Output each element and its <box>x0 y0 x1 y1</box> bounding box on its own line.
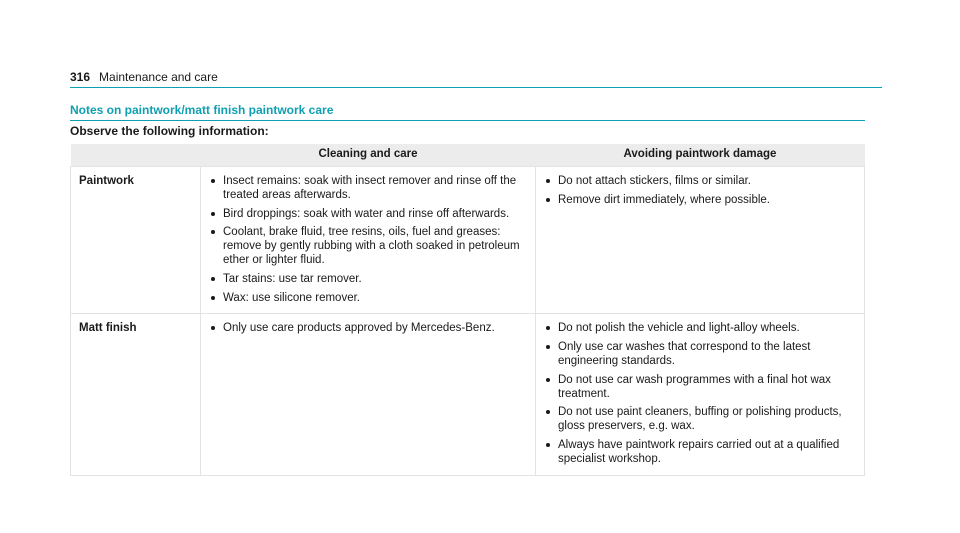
avoiding-cell <box>536 167 865 314</box>
care-table <box>70 144 865 476</box>
intro-text: Observe the following information: <box>70 124 269 138</box>
list-item: Bird droppings: soak with water and rinse off afterwards. <box>209 208 527 222</box>
cleaning-list <box>209 322 527 336</box>
list-item: Coolant, brake fluid, tree resins, oils, fuel and greases: remove by gently rubbing with a cloth soaked in petroleum ether or lighter fluid. <box>209 226 527 267</box>
list-item: Remove dirt immediately, where possible. <box>544 194 856 208</box>
table-row-matt-finish <box>71 314 865 475</box>
list-item: Do not attach stickers, films or similar. <box>544 175 856 189</box>
list-item: Wax: use silicone remover. <box>209 292 527 306</box>
column-header-avoiding: Avoiding paintwork damage <box>536 144 865 167</box>
list-item: Do not use paint cleaners, buffing or polishing products, gloss preservers, e.g. wax. <box>544 406 856 434</box>
cleaning-cell <box>201 167 536 314</box>
avoiding-cell <box>536 314 865 475</box>
list-item: Do not use car wash programmes with a final hot wax treatment. <box>544 374 856 402</box>
list-item: Always have paintwork repairs carried out at a qualified specialist workshop. <box>544 439 856 467</box>
table-header-row <box>71 144 865 167</box>
list-item: Do not polish the vehicle and light-alloy wheels. <box>544 322 856 336</box>
page-number: 316 <box>70 70 91 84</box>
list-item: Only use car washes that correspond to the latest engineering standards. <box>544 341 856 369</box>
row-label: Paintwork <box>71 167 201 314</box>
avoiding-list <box>544 322 856 466</box>
row-label: Matt finish <box>71 314 201 475</box>
section-title: Notes on paintwork/matt finish paintwork care <box>70 103 865 121</box>
table-row-paintwork <box>71 167 865 314</box>
column-header-cleaning: Cleaning and care <box>201 144 536 167</box>
page-header <box>70 70 882 88</box>
list-item: Only use care products approved by Mercedes-Benz. <box>209 322 527 336</box>
list-item: Insect remains: soak with insect remover and rinse off the treated areas afterwards. <box>209 175 527 203</box>
cleaning-cell <box>201 314 536 475</box>
list-item: Tar stains: use tar remover. <box>209 273 527 287</box>
column-header-blank <box>71 144 201 167</box>
avoiding-list <box>544 175 856 208</box>
cleaning-list <box>209 175 527 305</box>
running-header-title: Maintenance and care <box>99 70 218 84</box>
